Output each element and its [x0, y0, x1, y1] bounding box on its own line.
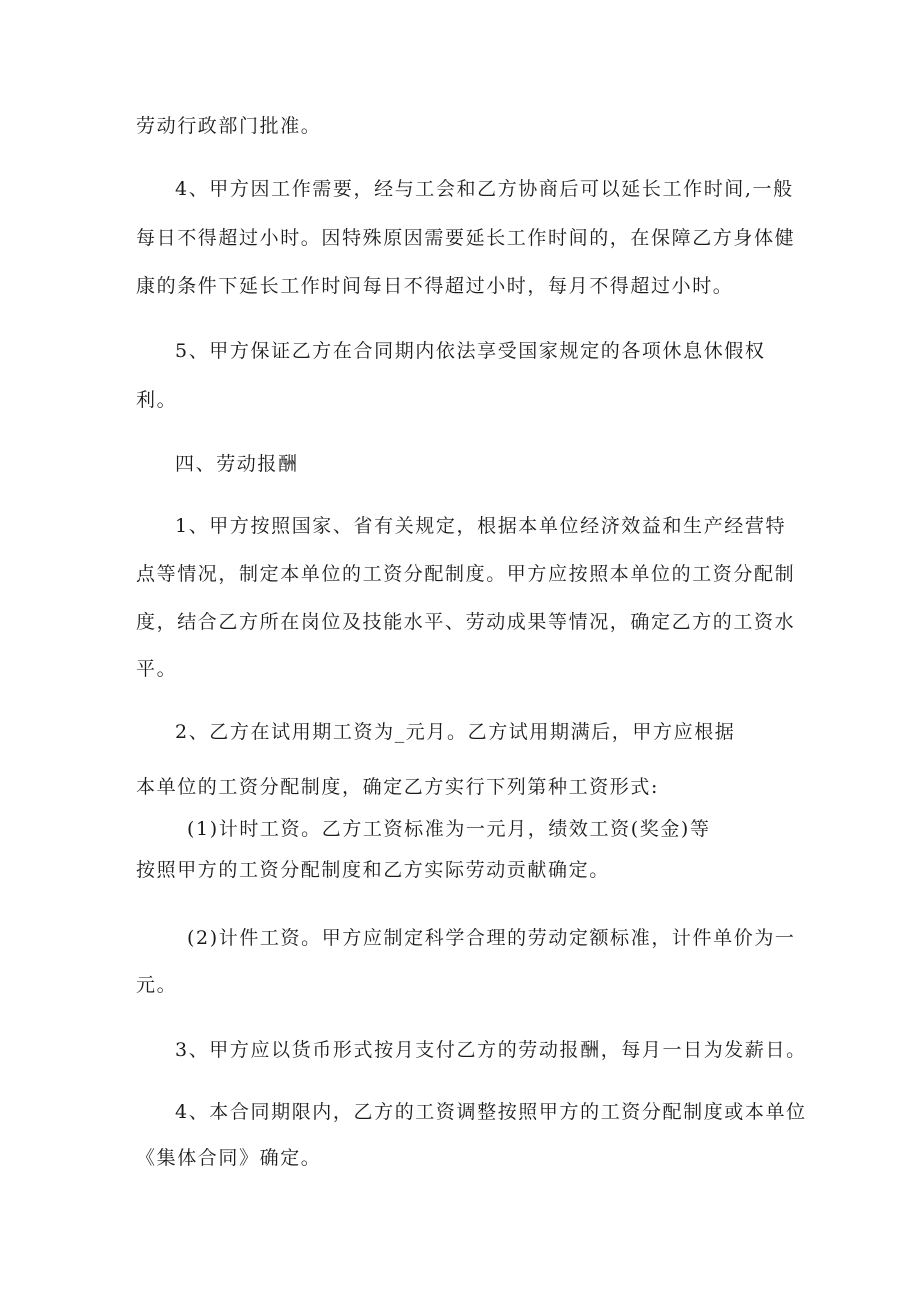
- paragraph-line: 按照甲方的工资分配制度和乙方实际劳动贡献确定。: [136, 859, 610, 881]
- paragraph-line: 2、乙方在试用期工资为_元月。乙方试用期满后，甲方应根据: [175, 721, 736, 743]
- paragraph-line: 4、本合同期限内，乙方的工资调整按照甲方的工资分配制度或本单位: [175, 1101, 807, 1123]
- paragraph-line: 康的条件下延长工作时间每日不得超过小时，每月不得超过小时。: [136, 275, 734, 297]
- paragraph-line: 5、甲方保证乙方在合同期内依法享受国家规定的各项休息休假权: [175, 340, 766, 362]
- paragraph-line: 度，结合乙方所在岗位及技能水平、劳动成果等情况，确定乙方的工资水: [136, 611, 796, 633]
- paragraph-line: 3、甲方应以货币形式按月支付乙方的劳动报酬，每月一日为发薪日。: [175, 1039, 807, 1061]
- paragraph-line: 4、甲方因工作需要，经与工会和乙方协商后可以延长工作时间,一般: [175, 178, 794, 200]
- paragraph-line: 1、甲方按照国家、省有关规定，根据本单位经济效益和生产经营特: [175, 515, 787, 537]
- paragraph-line: 平。: [136, 658, 178, 680]
- paragraph-line: 劳动行政部门批准。: [136, 115, 322, 137]
- paragraph-line: 点等情况，制定本单位的工资分配制度。甲方应按照本单位的工资分配制: [136, 563, 796, 585]
- section-heading: 四、劳动报酬: [175, 453, 299, 475]
- paragraph-line: 利。: [136, 389, 178, 411]
- paragraph-line: 本单位的工资分配制度，确定乙方实行下列第种工资形式:: [136, 776, 660, 798]
- paragraph-line: (2)计件工资。甲方应制定科学合理的劳动定额标准，计件单价为一: [187, 927, 796, 949]
- paragraph-line: 每日不得超过小时。因特殊原因需要延长工作时间的，在保障乙方身体健: [136, 227, 796, 249]
- paragraph-line: (1)计时工资。乙方工资标准为一元月，绩效工资(奖金)等: [187, 818, 711, 840]
- paragraph-line: 元。: [136, 974, 178, 996]
- paragraph-line: 《集体合同》确定。: [136, 1147, 322, 1169]
